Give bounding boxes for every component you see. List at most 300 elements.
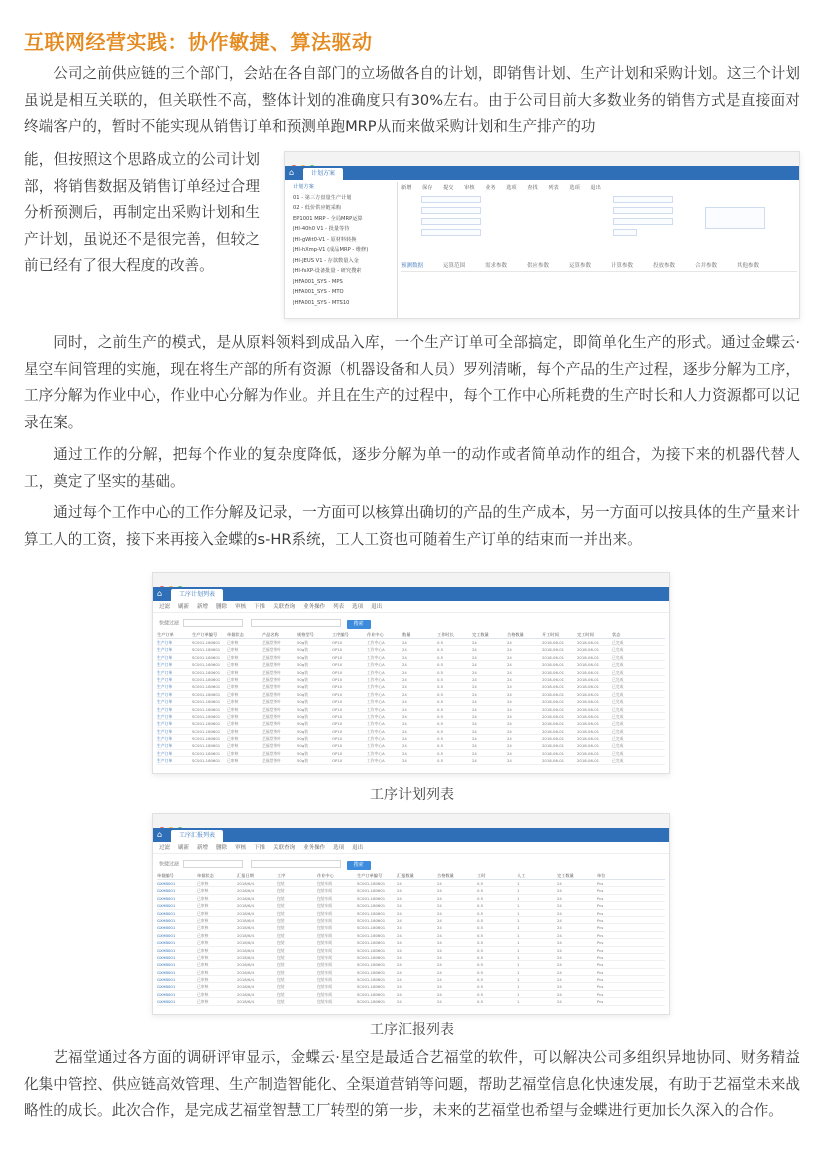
table-cell: 1 [517,977,520,983]
table-cell: 50g装 [297,654,309,660]
table-cell: Pcs [597,925,604,931]
table-cell: 已审核 [227,706,239,712]
table-cell: 工作中心A [367,743,385,749]
table-cell: 工作中心A [367,728,385,734]
table-cell: 2018-06-01 [577,743,600,749]
table-cell: 2018-06-01 [577,647,600,653]
table-cell: 0.5 [477,917,484,923]
table-row [157,932,665,939]
table-cell: 24 [402,647,407,653]
table-cell: 1 [517,969,520,975]
table-cell: 包装 [277,962,285,968]
table-cell: 24 [507,699,512,705]
table-cell: Pcs [597,977,604,983]
table-cell: OP10 [332,662,343,668]
table-cell: 24 [472,699,477,705]
table-cell: 24 [472,676,477,682]
list-item: 01 - 第三方盘量生产计划 [293,194,352,201]
table-cell: 艺福堂茶叶 [262,743,281,749]
tab-item: 运算参数 [569,263,592,269]
table-cell: 0.5 [437,721,444,727]
table-cell: 艺福堂茶叶 [262,647,281,653]
table-cell: GXHB001 [157,940,176,946]
toolbar-item: 关联查询 [273,604,296,610]
table-cell: 0.5 [477,991,484,997]
toolbar-item: 过滤 [159,604,171,610]
filter-label: 快捷过滤 [159,620,180,627]
table-cell: 2018-06-01 [542,713,565,719]
table-cell: 24 [507,728,512,734]
list-item: JHI-gWit0-V1 - 原材料转换 [293,236,357,243]
table-cell: GXHB001 [157,999,176,1005]
table-cell: SC001-180601 [192,640,221,645]
table-cell: 24 [437,969,442,975]
table-cell: GXHB001 [157,917,176,923]
toolbar-item: 审核 [464,185,475,191]
table-cell: 0.5 [437,699,444,705]
table-row [157,676,665,683]
column-header: 生产订单编号 [357,873,383,878]
table-cell: Pcs [597,940,604,946]
table-cell: 24 [507,662,512,668]
toolbar-item: 选项 [333,845,345,851]
process-plan-list-screenshot [152,572,670,774]
table-cell: 2018-06-01 [577,662,600,668]
toolbar-item: 退出 [352,845,364,851]
toolbar-item: 删除 [216,845,228,851]
table-cell: 24 [397,917,402,923]
table-cell: 24 [472,654,477,660]
tab-process-plan: 工序计划列表 [171,589,223,601]
table-cell: 24 [557,888,562,894]
table-cell: 已审核 [197,969,209,975]
table-cell: 24 [402,684,407,690]
list-item: JHI-40h0 V1 - 批量等待 [293,226,350,232]
table-cell: 2018-06-01 [542,654,565,660]
table-cell: 1 [517,984,520,990]
table-cell: 0.5 [437,713,444,719]
table-cell: 1 [517,903,520,909]
column-header: 生产订单编号 [192,632,218,637]
table-cell: SC001-180601 [357,910,386,916]
table-cell: OP10 [332,758,343,764]
table-cell: 0.5 [477,947,484,953]
toolbar-item: 业务操作 [303,604,326,610]
table-cell: 24 [402,662,407,668]
table-cell: 50g装 [297,684,309,690]
table-cell: 24 [557,940,562,946]
table-cell: Pcs [597,910,604,916]
table-row [157,954,665,961]
table-cell: 已审核 [227,654,239,660]
table-cell: 24 [507,684,512,690]
table-cell: 工作中心A [367,721,385,727]
column-header: 开工时间 [542,632,559,637]
table-row [157,991,665,998]
table-cell: 0.5 [437,758,444,764]
table-cell: 已完成 [612,713,624,719]
table-cell: 24 [437,999,442,1005]
table-cell: 艺福堂茶叶 [262,728,281,734]
table-row [157,917,665,924]
toolbar-item: 关联查询 [273,845,296,851]
table-row [157,698,665,705]
table-cell: 24 [402,728,407,734]
table-cell: SC001-180601 [357,925,386,931]
table-cell: 2018/6/4 [237,917,255,923]
table-cell: 艺福堂茶叶 [262,676,281,682]
table-cell: 50g装 [297,713,309,719]
table-cell: 50g装 [297,647,309,653]
filter-value-input [251,860,341,868]
table-cell: 50g装 [297,758,309,764]
column-header: 完工数量 [557,873,574,878]
table-cell: OP10 [332,640,343,645]
table-cell: SC001-180601 [192,758,221,764]
table-cell: 艺福堂茶叶 [262,662,281,668]
table-cell: SC001-180601 [357,954,386,960]
column-header: 工序 [277,873,286,878]
table-cell: GXHB001 [157,947,176,953]
column-header: 工时 [477,873,486,878]
table-cell: 生产订单 [157,654,173,660]
table-row [157,654,665,661]
table-cell: 2018-06-01 [577,669,600,675]
table-cell: 50g装 [297,721,309,727]
table-cell: 0.5 [437,736,444,742]
table-cell: SC001-180601 [192,676,221,682]
tab-item: 计算参数 [611,263,634,269]
toolbar [153,601,669,613]
table-cell: SC001-180601 [192,713,221,719]
table-cell: 24 [557,917,562,923]
table-cell: 24 [397,984,402,990]
table-cell: 已审核 [197,925,209,931]
table-cell: 包装 [277,977,285,983]
table-cell: 已审核 [227,750,239,756]
table-cell: 生产订单 [157,758,173,764]
table-cell: 0.5 [477,962,484,968]
table-cell: GXHB001 [157,925,176,931]
table-cell: 1 [517,917,520,923]
table-cell: 2018-06-01 [577,640,600,645]
table-cell: 包装 [277,954,285,960]
table-row [157,757,665,764]
list-item: JHFA001_SYS - MTO [293,289,344,295]
table-cell: 24 [437,888,442,894]
table-cell: 艺福堂茶叶 [262,758,281,764]
table-cell: 0.5 [477,903,484,909]
table-cell: 0.5 [437,669,444,675]
table-cell: OP10 [332,721,343,727]
table-row [157,976,665,983]
table-cell: 2018-06-01 [577,713,600,719]
toolbar-item: 业务操作 [303,845,326,851]
table-cell: 已审核 [197,947,209,953]
table-cell: 2018-06-01 [542,669,565,675]
table-cell: 24 [507,706,512,712]
table-cell: 生产订单 [157,669,173,675]
paragraph-2: 同时，之前生产的模式，是从原料领料到成品入库，一个生产订单可全部搞定，即简单化生产的形式。通过金蝶云·星空车间管理的实施，现在将生产部的所有资源（机器设备和人员）罗列清晰，每个产品的生产过程，逐步分解为工序，工序分解为作业中心，作业中心分解为作业。并且在生产的过程中，每个工作中心所耗费的生产时长和人力资源都可以记录在案。 [24,334,800,431]
table-cell: 24 [402,706,407,712]
table-cell: Pcs [597,991,604,997]
table-cell: 0.5 [477,910,484,916]
table-cell: 0.5 [437,676,444,682]
table-cell: 包装 [277,910,285,916]
table-cell: GXHB001 [157,969,176,975]
process-report-list-screenshot [152,813,670,1015]
table-cell: 2018-06-01 [577,728,600,734]
filter-input [183,619,243,627]
table-cell: 已完成 [612,662,624,668]
table-cell: 生产订单 [157,750,173,756]
toolbar-item: 退出 [590,185,601,191]
table-cell: SC001-180601 [357,881,386,886]
list-item: JHFA001_SYS - MTS10 [293,299,350,306]
tab-item: 需求参数 [485,263,508,269]
table-cell: 已完成 [612,706,624,712]
table-cell: 2018-06-01 [577,684,600,690]
table-cell: SC001-180601 [357,984,386,990]
table-cell: 已审核 [227,736,239,742]
table-cell: 2018/6/4 [237,888,255,894]
table-row [157,669,665,676]
table-cell: 24 [437,962,442,968]
table-cell: 2018-06-01 [577,736,600,742]
table-cell: 工作中心A [367,691,385,697]
table-cell: 生产订单 [157,684,173,690]
table-cell: 24 [402,669,407,675]
table-header [157,631,665,639]
table-cell: 2018/6/4 [237,984,255,990]
table-cell: 包装车间 [317,940,333,946]
table-cell: SC001-180601 [357,947,386,953]
table-cell: SC001-180601 [192,654,221,660]
list-item: EP1001 MRP - 全局MRP运算 [293,215,363,222]
plan-scheme-screenshot [284,151,800,319]
table-row [157,750,665,757]
toolbar-item: 审核 [235,845,247,851]
table-cell: 已审核 [227,758,239,764]
table-cell: 24 [437,895,442,901]
table-cell: 24 [507,743,512,749]
table-cell: 24 [507,676,512,682]
table-cell: 2018-06-01 [542,750,565,756]
table-cell: Pcs [597,962,604,968]
table-cell: 2018/6/4 [237,903,255,909]
table-cell: 50g装 [297,662,309,668]
table-cell: GXHB001 [157,954,176,960]
table-cell: 已审核 [227,669,239,675]
plan-scheme-list [293,182,393,308]
table-cell: SC001-180601 [357,999,386,1005]
table-cell: 2018-06-01 [577,676,600,682]
table-cell: 2018-06-01 [542,676,565,682]
table-cell: 包装车间 [317,895,333,901]
table-cell: 已审核 [197,962,209,968]
table-cell: 24 [397,940,402,946]
table-cell: 50g装 [297,676,309,682]
table-cell: 0.5 [437,654,444,660]
table-cell: SC001-180601 [192,699,221,705]
table-cell: 24 [557,932,562,938]
table-cell: 包装 [277,917,285,923]
table-cell: Pcs [597,984,604,990]
tab-item: 投放参数 [653,263,676,269]
table-cell: 24 [472,640,477,645]
process-plan-table [157,631,665,765]
table-cell: 1 [517,932,520,938]
table-cell: GXHB001 [157,903,176,909]
table-cell: 已审核 [197,954,209,960]
table-cell: 2018/6/4 [237,881,255,886]
table-cell: 已审核 [197,940,209,946]
table-cell: 0.5 [437,743,444,749]
table-cell: 24 [557,947,562,953]
table-cell: 包装 [277,940,285,946]
table-cell: 已审核 [227,699,239,705]
table-cell: 包装车间 [317,984,333,990]
table-cell: 24 [557,910,562,916]
table-cell: 包装 [277,932,285,938]
column-header: 汇报数量 [397,873,414,878]
table-cell: OP10 [332,654,343,660]
table-cell: SC001-180601 [357,917,386,923]
table-cell: 艺福堂茶叶 [262,684,281,690]
column-header: 单据编号 [157,873,174,878]
table-row [157,735,665,742]
table-cell: 包装 [277,947,285,953]
table-cell: 艺福堂茶叶 [262,640,281,645]
table-cell: Pcs [597,917,604,923]
table-cell: 已完成 [612,684,624,690]
table-cell: 生产订单 [157,706,173,712]
table-row [157,998,665,1005]
table-cell: 24 [402,713,407,719]
table-cell: 50g装 [297,640,309,645]
table-cell: 24 [437,947,442,953]
table-cell: 已审核 [227,691,239,697]
table-cell: 工作中心A [367,750,385,756]
table-cell: 24 [437,903,442,909]
table-cell: 24 [397,932,402,938]
table-cell: 24 [507,669,512,675]
table-cell: 0.5 [437,728,444,734]
table-cell: 50g装 [297,699,309,705]
column-header: 合格数量 [437,873,454,878]
table-cell: 24 [472,691,477,697]
table-cell: 24 [397,881,402,886]
table-cell: 已完成 [612,654,624,660]
table-cell: 包装 [277,888,285,894]
table-cell: Pcs [597,969,604,975]
table-cell: 工作中心A [367,640,385,645]
table-cell: 24 [437,910,442,916]
toolbar-item: 保存 [422,185,433,191]
table-cell: 生产订单 [157,662,173,668]
table-cell: 已审核 [227,713,239,719]
table-cell: 已完成 [612,640,624,645]
table-cell: 生产订单 [157,676,173,682]
table-cell: 24 [557,999,562,1005]
table-cell: 已审核 [227,728,239,734]
table-cell: OP10 [332,647,343,653]
table-cell: Pcs [597,954,604,960]
table-cell: 2018-06-01 [542,728,565,734]
table-row [157,924,665,931]
table-cell: 生产订单 [157,728,173,734]
table-cell: 24 [437,991,442,997]
table-cell: 24 [472,750,477,756]
table-cell: 24 [402,750,407,756]
table-cell: 包装 [277,903,285,909]
table-cell: 艺福堂茶叶 [262,713,281,719]
table-cell: 已审核 [197,999,209,1005]
tab-item: 合并参数 [695,263,718,269]
paragraph-3: 通过工作的分解，把每个作业的复杂度降低，逐步分解为单一的动作或者简单动作的组合，为接下来的机器代替人工，奠定了坚实的基础。 [24,446,800,490]
table-cell: SC001-180601 [192,662,221,668]
table-cell: 24 [437,940,442,946]
table-cell: 2018-06-01 [577,750,600,756]
column-header: 状态 [612,632,621,637]
table-row [157,713,665,720]
tab-plan-scheme: 计划方案 [303,168,343,180]
toolbar-item: 提交 [443,185,454,191]
table-row [157,691,665,698]
table-cell: 包装车间 [317,954,333,960]
table-cell: 24 [397,954,402,960]
table-cell: GXHB001 [157,888,176,894]
table-cell: 已完成 [612,750,624,756]
column-header: 工作时长 [437,632,454,637]
table-cell: OP10 [332,706,343,712]
process-report-table [157,872,665,1006]
table-cell: 24 [472,662,477,668]
table-cell: 24 [472,684,477,690]
table-cell: 已完成 [612,669,624,675]
table-cell: 24 [557,954,562,960]
table-cell: 24 [402,640,407,645]
tab-item: 运算范围 [443,263,466,269]
table-row [157,728,665,735]
toolbar-item: 下推 [254,845,266,851]
filter-value-input [251,619,341,627]
table-cell: 已审核 [227,640,239,645]
table-cell: OP10 [332,676,343,682]
table-cell: 50g装 [297,736,309,742]
search-button: 搜索 [347,620,371,629]
table-cell: 24 [397,925,402,931]
filter-label: 快捷过滤 [159,861,180,868]
table-cell: 0.5 [437,684,444,690]
table-cell: 2018-06-01 [577,691,600,697]
table-cell: 1 [517,881,520,886]
table-row [157,639,665,646]
figure-caption-1: 工序计划列表 [370,787,454,803]
table-cell: 24 [472,669,477,675]
table-cell: 2018-06-01 [542,691,565,697]
table-cell: SC001-180601 [192,728,221,734]
table-cell: 包装 [277,969,285,975]
column-header: 工序编号 [332,632,349,637]
table-cell: 24 [437,984,442,990]
toolbar-item: 新增 [401,185,412,191]
table-cell: GXHB001 [157,895,176,901]
table-cell: Pcs [597,903,604,909]
plan-scheme-form [401,182,797,269]
table-cell: 工作中心A [367,669,385,675]
table-cell: GXHB001 [157,977,176,983]
